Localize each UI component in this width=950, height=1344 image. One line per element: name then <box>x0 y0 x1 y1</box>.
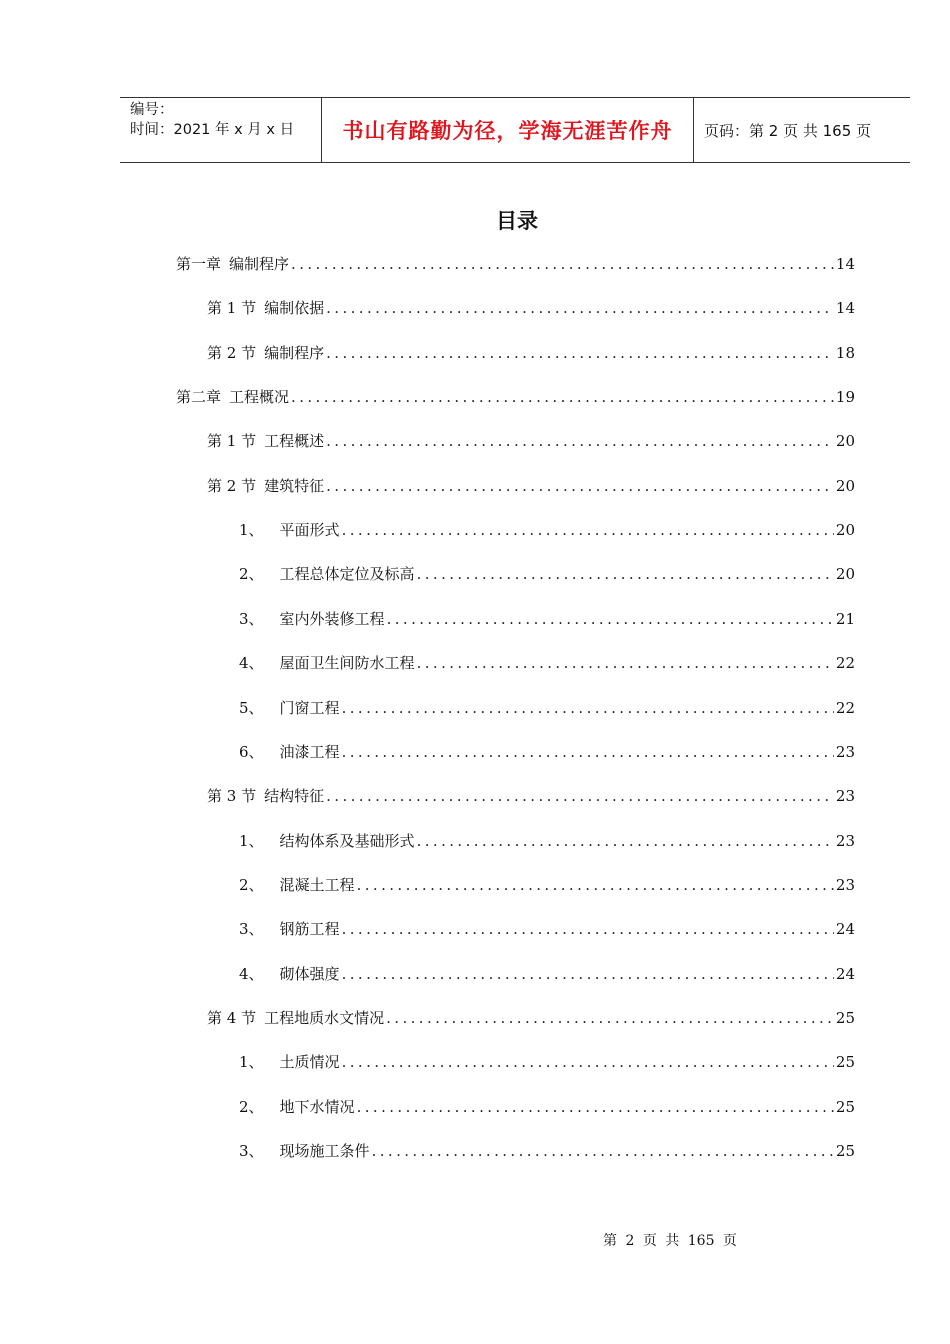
toc-entry-page: 20 <box>835 521 855 540</box>
toc-entry-page: 24 <box>835 964 855 983</box>
toc-entry-label: 工程概况 <box>229 388 290 407</box>
toc-entry-number: 第 1 节 <box>207 299 257 318</box>
toc-entry-number: 1、 <box>239 831 264 850</box>
toc-entry[interactable] <box>239 741 855 762</box>
toc-entry-page: 19 <box>835 388 855 407</box>
toc-entry[interactable] <box>239 963 855 984</box>
toc-leader-dots <box>326 787 834 805</box>
toc-leader-dots <box>357 876 834 894</box>
toc-leader-dots <box>291 255 834 273</box>
toc-entry-label: 砌体强度 <box>279 964 340 983</box>
toc-entry-page: 21 <box>835 609 855 628</box>
toc-leader-dots <box>342 743 834 761</box>
toc-entry-label: 编制程序 <box>229 255 290 273</box>
toc-entry-number: 3、 <box>239 609 264 628</box>
toc-leader-dots <box>417 565 834 583</box>
toc-leader-dots <box>326 477 834 495</box>
toc-entry-page: 23 <box>835 787 855 806</box>
toc-entry-number: 3、 <box>239 920 264 939</box>
toc-entry-number: 第 2 节 <box>207 476 257 495</box>
toc-entry-label: 工程总体定位及标高 <box>279 565 415 584</box>
toc-leader-dots <box>342 699 834 717</box>
toc-entry-number: 2、 <box>239 875 264 894</box>
toc-leader-dots <box>342 920 834 938</box>
toc-leader-dots <box>342 1053 834 1071</box>
toc-entry-number: 3、 <box>239 1142 264 1160</box>
toc-entry-number: 4、 <box>239 964 264 983</box>
toc-entry-page: 22 <box>835 698 855 717</box>
document-header <box>120 97 910 163</box>
toc-entry-label: 门窗工程 <box>279 698 340 717</box>
motto-text: 书山有路勤为径，学海无涯苦作舟 <box>342 119 673 143</box>
toc-entry-label: 平面形式 <box>279 521 340 540</box>
toc-leader-dots <box>326 432 834 450</box>
toc-entry[interactable] <box>239 652 855 673</box>
toc-leader-dots <box>357 1098 834 1116</box>
toc-entry[interactable] <box>207 342 855 363</box>
toc-entry-page: 22 <box>835 654 855 673</box>
toc-entry-page: 20 <box>835 476 855 495</box>
toc-entry-page: 14 <box>835 299 855 318</box>
toc-entry-number: 6、 <box>239 742 264 761</box>
toc-entry-label: 结构体系及基础形式 <box>279 831 415 850</box>
toc-entry[interactable] <box>207 475 855 496</box>
toc-entry-number: 第 4 节 <box>207 1008 257 1027</box>
time-label: 时间：2021 年 x 月 x 日 <box>130 122 295 138</box>
toc-leader-dots <box>326 299 834 317</box>
toc-entry-number: 1、 <box>239 521 264 540</box>
toc-entry-page: 23 <box>835 742 855 761</box>
toc-entry-label: 建筑特征 <box>264 476 325 495</box>
toc-entry[interactable] <box>239 1051 855 1072</box>
page-info-text: 页码：第 2 页 共 165 页 <box>704 121 872 140</box>
toc-entry-label: 屋面卫生间防水工程 <box>279 654 415 673</box>
toc-entry-label: 钢筋工程 <box>279 920 340 939</box>
toc-entry-label: 结构特征 <box>264 787 325 806</box>
toc-entry-number: 第 1 节 <box>207 432 257 451</box>
toc-entry-number: 第二章 <box>176 388 222 407</box>
toc-entry-label: 编制依据 <box>264 299 325 318</box>
toc-entry[interactable] <box>239 830 855 851</box>
toc-entry-number: 2、 <box>239 565 264 584</box>
toc-entry[interactable] <box>239 1096 855 1117</box>
toc-entry-page: 24 <box>835 920 855 939</box>
toc-entry-number: 第一章 <box>176 255 222 273</box>
toc-entry-page: 14 <box>835 255 855 273</box>
code-label: 编号： <box>130 102 174 118</box>
toc-entry-page: 18 <box>835 343 855 362</box>
toc-entry-page: 20 <box>835 565 855 584</box>
header-page-info <box>694 98 910 162</box>
toc-entry-page: 23 <box>835 831 855 850</box>
toc-leader-dots <box>291 388 834 406</box>
toc-entry[interactable] <box>239 697 855 718</box>
toc-leader-dots <box>387 610 834 628</box>
toc-leader-dots <box>326 344 834 362</box>
toc-entry-page: 25 <box>835 1053 855 1072</box>
header-meta <box>120 98 321 162</box>
toc-leader-dots <box>342 521 834 539</box>
toc-entry-page: 25 <box>835 1008 855 1027</box>
toc-entry-label: 地下水情况 <box>279 1097 355 1116</box>
toc-entry[interactable] <box>207 1007 855 1028</box>
toc-entry-page: 23 <box>835 875 855 894</box>
toc-entry[interactable] <box>239 563 855 584</box>
toc-entry-label: 编制程序 <box>264 343 325 362</box>
toc-leader-dots <box>417 654 834 672</box>
toc-entry[interactable] <box>207 785 855 806</box>
toc-entry-number: 4、 <box>239 654 264 673</box>
toc-entry-page: 25 <box>835 1142 855 1160</box>
toc-entry-number: 第 3 节 <box>207 787 257 806</box>
toc-entry-label: 现场施工条件 <box>279 1142 370 1160</box>
toc-entry[interactable] <box>239 874 855 895</box>
toc-leader-dots <box>372 1142 834 1160</box>
toc-entry-label: 油漆工程 <box>279 742 340 761</box>
toc-entry[interactable] <box>239 918 855 939</box>
toc-entry[interactable] <box>176 386 855 407</box>
toc-leader-dots <box>386 1009 834 1027</box>
toc-entry-label: 工程地质水文情况 <box>264 1008 385 1027</box>
header-motto-cell <box>321 98 694 162</box>
toc-leader-dots <box>342 965 834 983</box>
toc-entry-label: 混凝土工程 <box>279 875 355 894</box>
toc-leader-dots <box>417 832 834 850</box>
toc-entry-number: 第 2 节 <box>207 343 257 362</box>
toc-entry[interactable] <box>176 253 855 274</box>
toc-entry[interactable] <box>239 1140 855 1161</box>
toc-entry-label: 工程概述 <box>264 432 325 451</box>
toc-entry-number: 1、 <box>239 1053 264 1072</box>
toc-entry-page: 25 <box>835 1097 855 1116</box>
toc-title: 目录 <box>496 209 538 233</box>
toc-entry-number: 2、 <box>239 1097 264 1116</box>
toc-entry-number: 5、 <box>239 698 264 717</box>
page-footer: 第 2 页 共 165 页 <box>603 1233 737 1249</box>
toc-entry-page: 20 <box>835 432 855 451</box>
toc-entry[interactable] <box>207 430 855 451</box>
toc-entry-label: 室内外装修工程 <box>279 609 385 628</box>
toc-entry[interactable] <box>207 297 855 318</box>
toc-entry-label: 土质情况 <box>279 1053 340 1072</box>
toc-entry[interactable] <box>239 608 855 629</box>
toc-entry[interactable] <box>239 519 855 540</box>
